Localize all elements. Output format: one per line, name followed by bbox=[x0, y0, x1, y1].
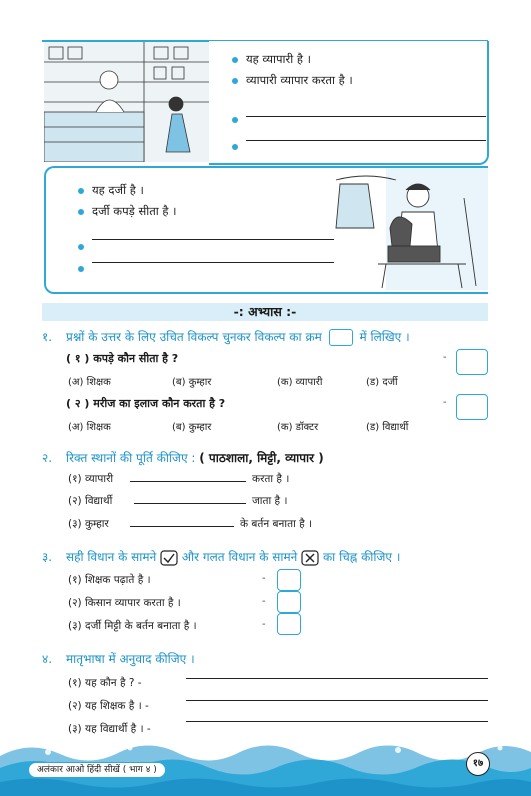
fill-label: (३) कुम्हार bbox=[68, 518, 109, 530]
question-number: ४. bbox=[42, 652, 53, 666]
fill-tail: जाता है । bbox=[252, 495, 288, 507]
bullet-dot-icon bbox=[232, 57, 238, 63]
fill-label: (२) विद्यार्थी bbox=[68, 495, 113, 507]
fill-blank[interactable] bbox=[130, 481, 246, 482]
write-line[interactable] bbox=[246, 116, 486, 117]
page-number: १७ bbox=[466, 752, 490, 776]
dash: - bbox=[443, 397, 447, 408]
fill-tail: के बर्तन बनाता है । bbox=[240, 518, 313, 530]
mark-box[interactable] bbox=[277, 613, 301, 635]
option: (ब) कुम्हार bbox=[172, 422, 212, 433]
word-choices: ( पाठशाला, मिट्टी, व्यापार ) bbox=[199, 451, 324, 465]
translate-line[interactable] bbox=[186, 721, 488, 722]
book-title: अलंकार आओ हिंदी सीखें ( भाग ४ ) bbox=[28, 762, 166, 778]
section-title: -: अभ्यास :- bbox=[42, 303, 488, 321]
dash: - bbox=[443, 352, 447, 363]
tailor-illustration bbox=[326, 168, 488, 290]
question-4-text: मातृभाषा में अनुवाद कीजिए । bbox=[66, 652, 195, 666]
question-text: प्रश्नों के उत्तर के लिए उचित विकल्प चुनकर विकल्प का क्रम bbox=[66, 330, 322, 344]
write-line[interactable] bbox=[92, 262, 334, 263]
q1-sub-2: ( २ ) मरीज का इलाज कौन करता है ? bbox=[66, 397, 226, 410]
bullet-text: दर्जी कपड़े सीता है । bbox=[92, 204, 177, 218]
shopkeeper-illustration bbox=[44, 42, 209, 162]
bullet-dot-icon bbox=[232, 144, 238, 150]
dash: - bbox=[262, 619, 266, 630]
mark-box[interactable] bbox=[277, 591, 301, 613]
sewing-scene-icon bbox=[326, 168, 488, 290]
bullet-dot-icon bbox=[78, 188, 84, 194]
question-text: सही विधान के सामने bbox=[66, 550, 157, 564]
translate-item: (१) यह कौन है ? - bbox=[68, 677, 142, 689]
checkmark-box-icon bbox=[160, 550, 178, 566]
top-bullet-2 bbox=[232, 73, 353, 88]
write-line[interactable] bbox=[246, 140, 486, 141]
question-text: में लिखिए । bbox=[359, 330, 410, 344]
bullet-text: यह दर्जी है । bbox=[92, 183, 144, 197]
bullet-dot-icon bbox=[232, 117, 238, 123]
fill-blank[interactable] bbox=[134, 503, 246, 504]
statement: (१) शिक्षक पढ़ाते है । bbox=[68, 574, 151, 586]
bullet-dot-icon bbox=[232, 78, 238, 84]
statement: (२) किसान व्यापार करता है । bbox=[68, 597, 181, 609]
blank-box-icon bbox=[329, 329, 353, 346]
fill-label: (१) व्यापारी bbox=[68, 473, 114, 485]
top-bullet-1 bbox=[232, 52, 311, 67]
top-bullet-4 bbox=[232, 144, 246, 150]
option: (ब) कुम्हार bbox=[172, 377, 212, 388]
translate-line[interactable] bbox=[186, 700, 488, 701]
fill-tail: करता है । bbox=[252, 473, 290, 485]
question-text: का चिह्न कीजिए । bbox=[322, 550, 401, 564]
question-1-text bbox=[66, 328, 410, 346]
translate-line[interactable] bbox=[186, 678, 488, 679]
translate-item: (२) यह शिक्षक है । - bbox=[68, 700, 149, 712]
option: (क) डॉक्टर bbox=[277, 422, 319, 433]
mark-box[interactable] bbox=[277, 569, 301, 591]
shop-scene-icon bbox=[44, 42, 209, 162]
bullet-dot-icon bbox=[78, 266, 84, 272]
mid-bullet-3 bbox=[78, 244, 92, 250]
fill-blank[interactable] bbox=[130, 526, 234, 527]
question-number: १. bbox=[42, 330, 53, 344]
question-number: २. bbox=[42, 451, 53, 465]
translate-item: (३) यह विद्यार्थी है । - bbox=[68, 723, 151, 735]
option: (ड) विद्यार्थी bbox=[366, 422, 409, 433]
option: (अ) शिक्षक bbox=[68, 422, 111, 433]
option: (ड) दर्जी bbox=[366, 377, 398, 388]
question-3-text bbox=[66, 548, 400, 566]
bullet-text: यह व्यापारी है । bbox=[246, 52, 311, 66]
mid-bullet-2 bbox=[78, 204, 177, 219]
mid-bullet-1 bbox=[78, 183, 144, 198]
answer-box[interactable] bbox=[456, 349, 488, 375]
bullet-dot-icon bbox=[78, 209, 84, 215]
dash: - bbox=[262, 596, 266, 607]
cross-box-icon bbox=[301, 550, 319, 566]
dash: - bbox=[262, 573, 266, 584]
top-bullet-3 bbox=[232, 117, 246, 123]
bullet-dot-icon bbox=[78, 244, 84, 250]
question-number: ३. bbox=[42, 550, 53, 564]
bullet-text: व्यापारी व्यापार करता है । bbox=[246, 73, 353, 87]
question-text: रिक्त स्थानों की पूर्ति कीजिए : bbox=[66, 451, 196, 465]
answer-box[interactable] bbox=[456, 394, 488, 420]
question-2-text bbox=[66, 449, 324, 466]
option: (अ) शिक्षक bbox=[68, 377, 111, 388]
q1-sub-1: ( १ ) कपड़े कौन सीता है ? bbox=[66, 352, 179, 365]
mid-bullet-4 bbox=[78, 266, 92, 272]
write-line[interactable] bbox=[92, 239, 334, 240]
statement: (३) दर्जी मिट्टी के बर्तन बनाता है । bbox=[68, 620, 197, 632]
option: (क) व्यापारी bbox=[277, 377, 323, 388]
question-text: और गलत विधान के सामने bbox=[181, 550, 298, 564]
